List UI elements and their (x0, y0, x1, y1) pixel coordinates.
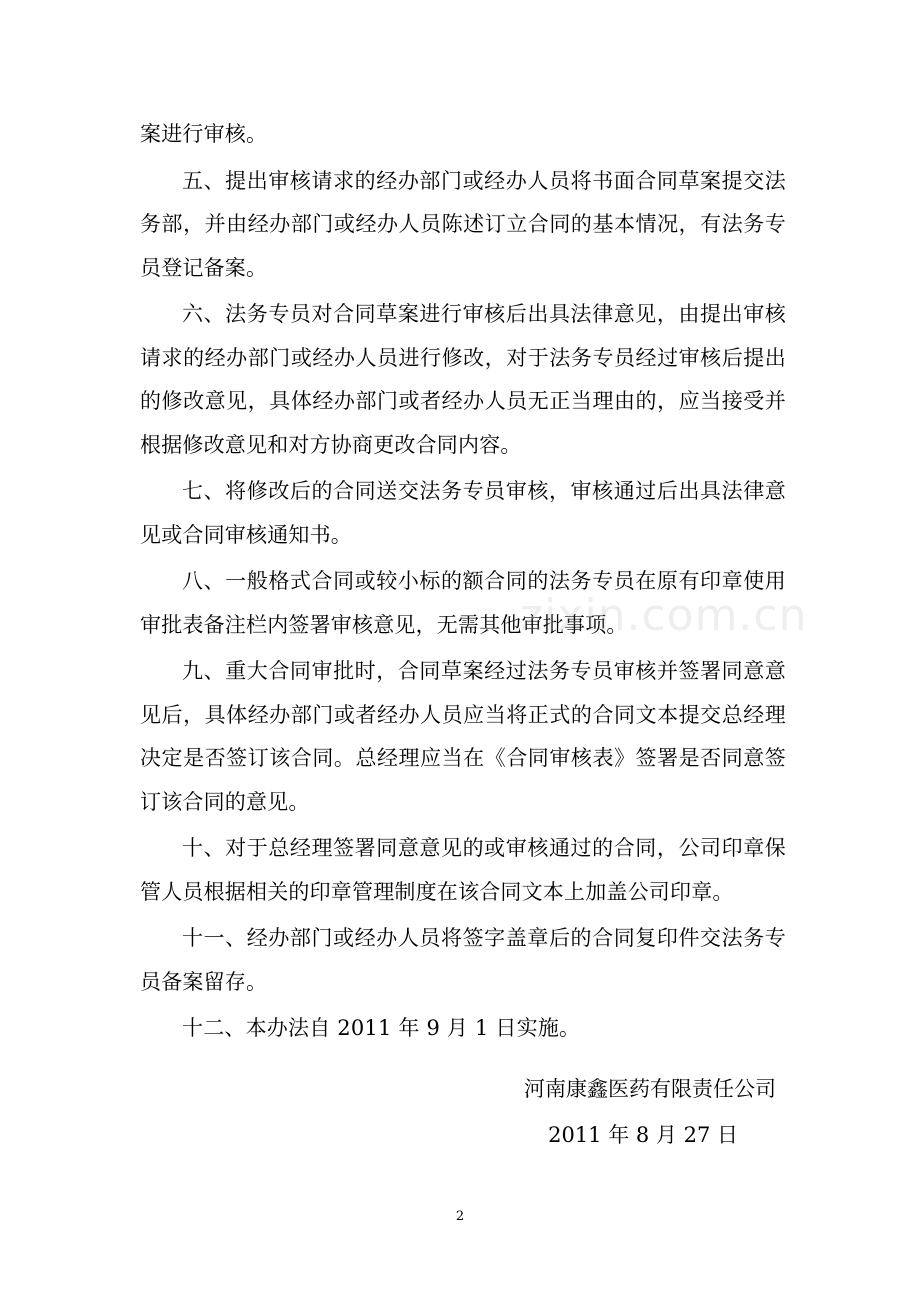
paragraph-clause-10: 十、对于总经理签署同意意见的或审核通过的合同，公司印章保管人员根据相关的印章管理制度在该合同文本上加盖公司印章。 (140, 836, 786, 904)
page-number: 2 (455, 1209, 465, 1224)
paragraph-clause-7: 七、将修改后的合同送交法务专员审核，审核通过后出具法律意见或合同审核通知书。 (140, 479, 786, 547)
watermark: zixin.com.cn (520, 590, 808, 641)
signature-company: 河南康鑫医药有限责任公司 (524, 1077, 776, 1101)
document-body (140, 113, 786, 1054)
paragraph-clause-5: 五、提出审核请求的经办部门或经办人员将书面合同草案提交法务部，并由经办部门或经办人员陈述订立合同的基本情况，有法务专员登记备案。 (140, 168, 786, 280)
paragraph-clause-12: 十二、本办法自 2011 年 9 月 1 日实施。 (182, 1016, 581, 1040)
paragraph-clause-8: 八、一般格式合同或较小标的额合同的法务专员在原有印章使用审批表备注栏内签署审核意见，无需其他审批事项。 (140, 569, 786, 637)
paragraph-clause-6: 六、法务专员对合同草案进行审核后出具法律意见，由提出审核请求的经办部门或经办人员进行修改，对于法务专员经过审核后提出的修改意见，具体经办部门或者经办人员无正当理由的，应当接受并根据修改意见和对方协商更改合同内容。 (140, 302, 786, 457)
paragraph-continuation: 案进行审核。 (140, 122, 268, 146)
paragraph-clause-11: 十一、经办部门或经办人员将签字盖章后的合同复印件交法务专员备案留存。 (140, 926, 786, 994)
paragraph-clause-9: 九、重大合同审批时，合同草案经过法务专员审核并签署同意意见后，具体经办部门或者经办人员应当将正式的合同文本提交总经理决定是否签订该合同。总经理应当在《合同审核表》签署是否同意签订该合同的意见。 (140, 659, 786, 814)
signature-date: 2011 年 8 月 27 日 (548, 1123, 738, 1147)
